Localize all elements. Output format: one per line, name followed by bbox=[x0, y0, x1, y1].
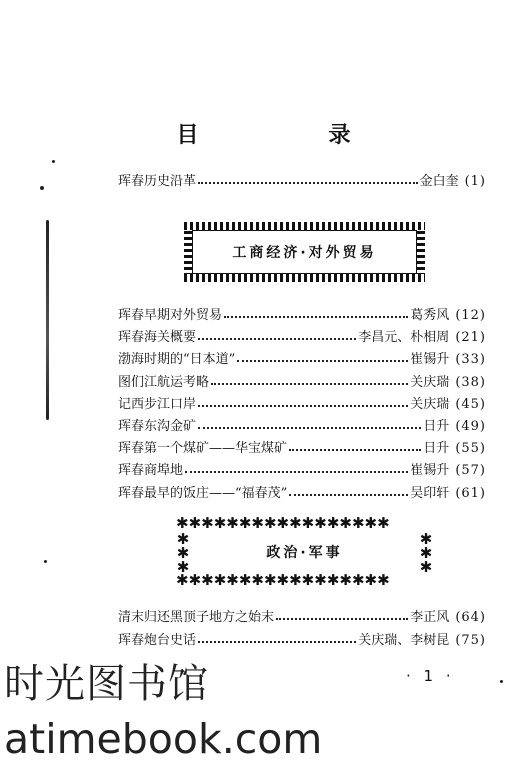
toc-entry bbox=[118, 606, 486, 628]
toc-entry bbox=[118, 415, 486, 437]
star-border-bottom: ✱✱✱✱✱✱✱✱✱✱✱✱✱✱✱✱✱ bbox=[176, 573, 390, 588]
entry-title: 珲春商埠地 bbox=[118, 463, 184, 479]
dot-leader bbox=[198, 418, 421, 429]
entry-title: 珲春海关概要 bbox=[118, 330, 197, 346]
dot-leader bbox=[185, 462, 408, 473]
page-number: · 1 · bbox=[406, 667, 455, 685]
dot-leader bbox=[198, 396, 408, 407]
dot-leader bbox=[198, 173, 418, 184]
entry-author: 崔锡升 bbox=[410, 352, 450, 368]
entry-title: 珲春早期对外贸易 bbox=[118, 308, 223, 323]
star-border-top: ✱✱✱✱✱✱✱✱✱✱✱✱✱✱✱✱✱ bbox=[176, 516, 390, 531]
entry-page: (12) bbox=[455, 308, 486, 323]
toc-entry bbox=[118, 348, 486, 370]
star-border-right: ✱ ✱ ✱ bbox=[419, 530, 433, 576]
toc-entry bbox=[118, 371, 486, 393]
binding-shadow bbox=[46, 220, 49, 420]
entry-title: 珲春历史沿革 bbox=[118, 174, 197, 189]
entry-author: 吴印轩 bbox=[410, 485, 450, 501]
entry-author: 关庆瑞、李树昆 bbox=[358, 633, 450, 648]
entry-title: 珲春最早的饭庄——“福春茂” bbox=[118, 485, 288, 501]
entry-page: (49) bbox=[455, 419, 486, 434]
entry-author: 李昌元、朴相周 bbox=[358, 330, 450, 346]
section-heading: 工商经济·对外贸易 bbox=[232, 245, 377, 261]
entry-title: 珲春第一个煤矿——华宝煤矿 bbox=[118, 441, 288, 457]
entry-author: 李正风 bbox=[410, 610, 450, 625]
entry-author: 葛秀风 bbox=[410, 308, 450, 323]
entry-title: 图们江航运考略 bbox=[118, 374, 210, 390]
dot-leader bbox=[224, 307, 408, 318]
toc-entry bbox=[118, 304, 486, 326]
watermark-text-en: atimebook.com bbox=[4, 715, 323, 763]
entry-page: (38) bbox=[455, 374, 486, 390]
entry-page: (1) bbox=[464, 174, 486, 189]
toc-entry bbox=[118, 393, 486, 415]
toc-entry bbox=[118, 170, 486, 192]
dot-leader bbox=[198, 632, 356, 643]
dot-leader bbox=[289, 440, 421, 451]
toc-entry bbox=[118, 459, 486, 481]
entry-author: 日升 bbox=[423, 441, 450, 457]
dot-leader bbox=[276, 609, 408, 620]
scan-speck bbox=[44, 560, 47, 563]
entry-page: (33) bbox=[455, 352, 486, 368]
dot-leader bbox=[211, 374, 408, 385]
entry-page: (55) bbox=[455, 441, 486, 457]
entry-title: 珲春东沟金矿 bbox=[118, 419, 197, 434]
scan-speck bbox=[52, 160, 55, 163]
entry-page: (64) bbox=[455, 610, 486, 625]
toc-entry bbox=[118, 482, 486, 504]
entry-author: 日升 bbox=[423, 419, 450, 434]
scan-speck bbox=[500, 680, 503, 683]
entry-title: 清末归还黑顶子地方之始末 bbox=[118, 610, 275, 625]
entry-author: 关庆瑞 bbox=[410, 374, 450, 390]
entry-author: 关庆瑞 bbox=[410, 396, 450, 412]
entry-title: 珲春炮台史话 bbox=[118, 633, 197, 648]
scan-speck bbox=[40, 186, 44, 190]
entry-page: (45) bbox=[455, 396, 486, 412]
entry-page: (21) bbox=[455, 330, 486, 346]
dot-leader bbox=[198, 329, 356, 340]
entry-title: 记西步江口岸 bbox=[118, 396, 197, 412]
entry-author: 金白奎 bbox=[419, 174, 459, 189]
dot-leader bbox=[237, 351, 408, 362]
entry-author: 崔锡升 bbox=[410, 463, 450, 479]
entry-page: (75) bbox=[455, 633, 486, 648]
section-heading: 政治·军事 bbox=[266, 545, 343, 561]
toc-entry bbox=[118, 629, 486, 651]
watermark-text-cn: 时光图书馆 bbox=[4, 661, 209, 707]
entry-page: (57) bbox=[455, 463, 486, 479]
dot-leader bbox=[289, 485, 408, 496]
toc-entry bbox=[118, 437, 486, 459]
entry-title: 渤海时期的“日本道” bbox=[118, 352, 236, 368]
toc-entry bbox=[118, 326, 486, 348]
section-heading-box-ornate bbox=[176, 214, 433, 290]
entry-page: (61) bbox=[455, 485, 486, 501]
star-border-left: ✱ ✱ ✱ bbox=[176, 530, 190, 576]
page-title: 目 录 bbox=[176, 122, 405, 148]
section-heading-box-stars bbox=[176, 516, 433, 588]
